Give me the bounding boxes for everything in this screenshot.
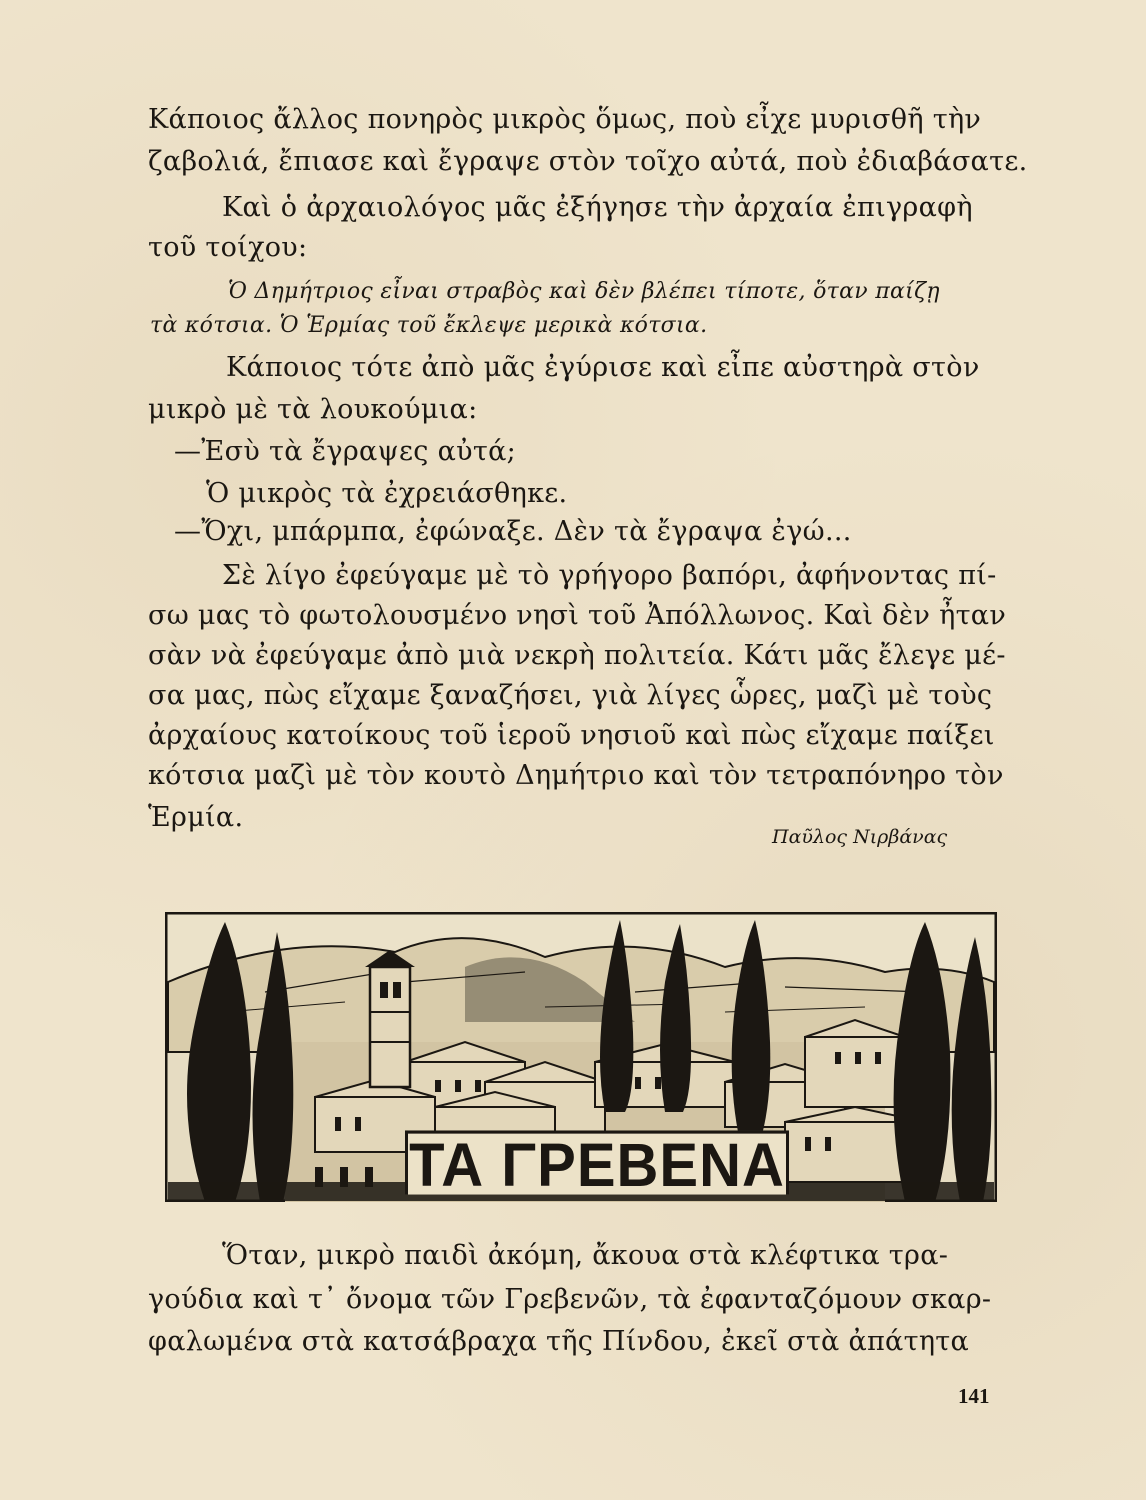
text-line: Ὁ μικρὸς τὰ ἐχρειάσθηκε. xyxy=(206,478,568,509)
text-line: φαλωμένα στὰ κατσάβραχα τῆς Πίνδου, ἐκεῖ στὰ ἀπάτητα xyxy=(148,1326,970,1357)
text-line: Ὅταν, μικρὸ παιδὶ ἀκόμη, ἄκουα στὰ κλέφτικα τρα- xyxy=(222,1240,949,1271)
text-line: σω μας τὸ φωτολουσμένο νησὶ τοῦ Ἀπόλλωνος. Καὶ δὲν ἦταν xyxy=(148,600,1007,631)
inscription-line: τὰ κότσια. Ὁ Ἑρμίας τοῦ ἔκλεψε μερικὰ κότσια. xyxy=(150,313,708,338)
text-line: Σὲ λίγο ἐφεύγαμε μὲ τὸ γρήγορο βαπόρι, ἀφήνοντας πί- xyxy=(222,560,997,591)
text-line: ἀρχαίους κατοίκους τοῦ ἱεροῦ νησιοῦ καὶ πὼς εἴχαμε παίξει xyxy=(148,720,995,751)
text-line: κότσια μαζὶ μὲ τὸν κουτὸ Δημήτριο καὶ τὸν τετραπόνηρο τὸν xyxy=(148,760,1004,791)
text-line: σὰν νὰ ἐφεύγαμε ἀπὸ μιὰ νεκρὴ πολιτεία. Κάτι μᾶς ἔλεγε μέ- xyxy=(148,640,1006,671)
page-number: 141 xyxy=(958,1384,990,1408)
text-line: Κάποιος τότε ἀπὸ μᾶς ἐγύρισε καὶ εἶπε αὐστηρὰ στὸν xyxy=(226,352,980,383)
text-line: ζαβολιά, ἔπιασε καὶ ἔγραψε στὸν τοῖχο αὐτά, ποὺ ἐδιαβάσατε. xyxy=(148,146,1028,177)
text-line: τοῦ τοίχου: xyxy=(148,232,308,263)
dialogue-line: —Ἐσὺ τὰ ἔγραψες αὐτά; xyxy=(174,436,517,467)
author-signature: Παῦλος Νιρβάνας xyxy=(772,826,948,848)
text-line: μικρὸ μὲ τὰ λουκούμια: xyxy=(148,394,478,425)
inscription-line: Ὁ Δημήτριος εἶναι στραβὸς καὶ δὲν βλέπει τίποτε, ὅταν παίζῃ xyxy=(228,279,940,304)
illustration-title: ΤΑ ΓΡΕΒΕΝΑ xyxy=(405,1130,789,1194)
text-line: σα μας, πὼς εἴχαμε ξαναζήσει, γιὰ λίγες ὧρες, μαζὶ μὲ τοὺς xyxy=(148,680,993,711)
text-line: Καὶ ὁ ἀρχαιολόγος μᾶς ἐξήγησε τὴν ἀρχαία ἐπιγραφὴ xyxy=(222,192,973,223)
dialogue-line: —Ὄχι, μπάρμπα, ἐφώναξε. Δὲν τὰ ἔγραψα ἐγώ... xyxy=(174,516,852,547)
text-line: Κάποιος ἄλλος πονηρὸς μικρὸς ὅμως, ποὺ εἶχε μυρισθῆ τὴν xyxy=(148,104,982,135)
text-line: γούδια καὶ τ᾽ ὄνομα τῶν Γρεβενῶν, τὰ ἐφανταζόμουν σκαρ- xyxy=(148,1284,992,1315)
text-line: Ἑρμία. xyxy=(148,802,244,833)
